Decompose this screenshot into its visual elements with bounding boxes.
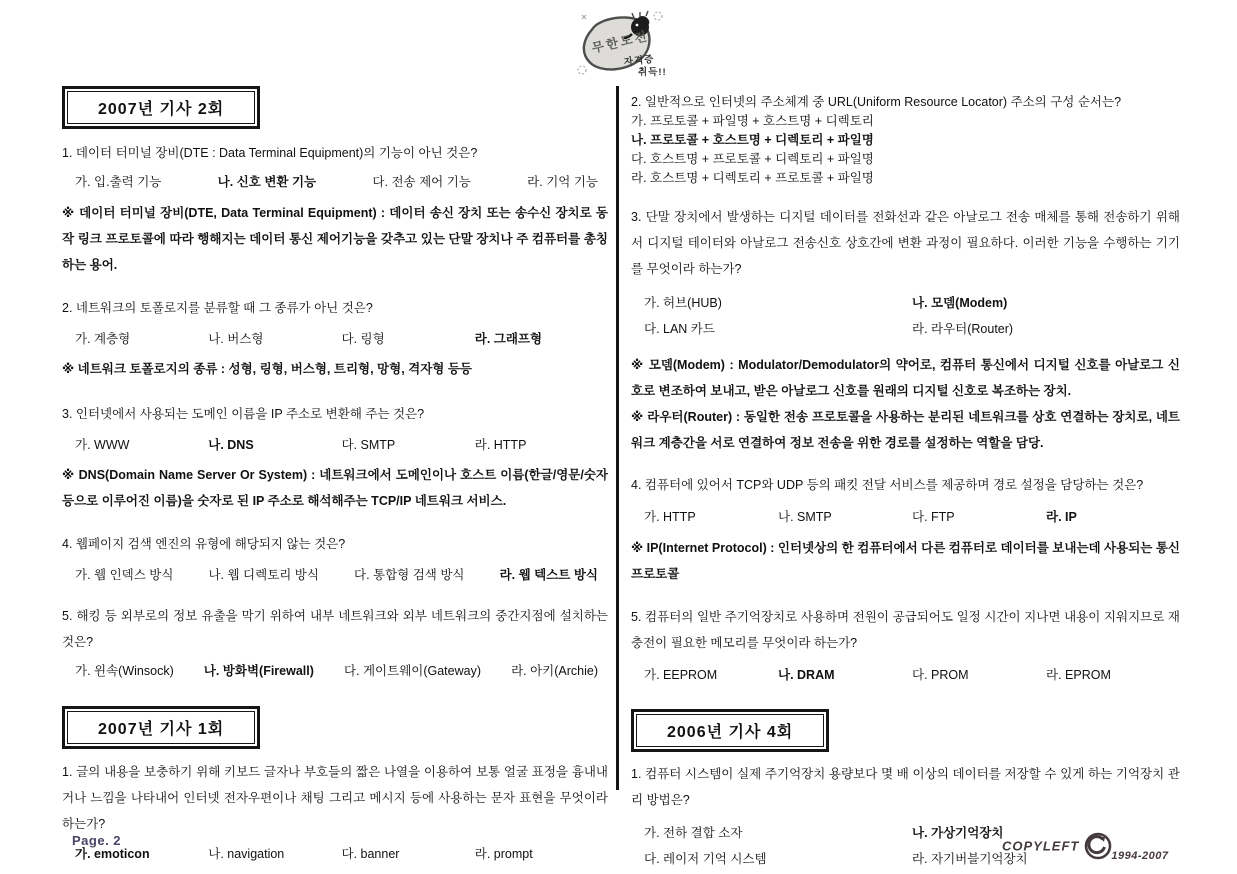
- answer-note: ※ 네트워크 토폴로지의 종류 : 성형, 링형, 버스형, 트리형, 망형, 격자형 등등: [62, 362, 472, 376]
- options-list: [631, 112, 1180, 188]
- option: 다. PROM: [912, 668, 969, 682]
- option: 라. prompt: [474, 847, 533, 861]
- option: 나. 가상기억장치: [912, 826, 1004, 840]
- option: 나. 프로토콜 + 호스트명 + 디렉토리 + 파일명: [631, 133, 874, 147]
- options-row: [631, 666, 1180, 684]
- option: 다. LAN 카드: [644, 322, 715, 336]
- copyleft-years: 1994-2007: [1111, 850, 1169, 863]
- options-row: [62, 436, 608, 454]
- answer-note: ※ 모뎀(Modem) : Modulator/Demodulator의 약어로, 컴퓨터 통신에서 디지털 신호를 아날로그 신호로 변조하여 보내고, 받은 아날로그 신호를 원래의 디지털 신호로 복조하는 장치.: [631, 358, 1180, 398]
- section-title: 2007년 기사 2회: [67, 91, 255, 124]
- option: 라. 웹 텍스트 방식: [499, 568, 598, 582]
- question-text: 1. 글의 내용을 보충하기 위해 키보드 글자나 부호들의 짧은 나열을 이용하여 보통 얼굴 표정을 흉내내거나 느낌을 나타내어 인터넷 전자우편이나 채팅 그리고 메시지 등에 사용하는 문자 표현을 무엇이라 하는가?: [62, 765, 608, 831]
- option: 가. emoticon: [75, 847, 150, 861]
- copyleft-mark: [1002, 831, 1182, 861]
- question-text: 5. 컴퓨터의 일반 주기억장치로 사용하며 전원이 공급되어도 일정 시간이 지나면 내용이 지워지므로 재충전이 필요한 메모리를 무엇이라 하는가?: [631, 610, 1180, 650]
- option: 나. 웹 디렉토리 방식: [208, 568, 319, 582]
- copyleft-label: COPYLEFT: [1002, 838, 1080, 854]
- option: 가. HTTP: [644, 510, 696, 524]
- option: 다. 호스트명 + 프로토콜 + 디렉토리 + 파일명: [631, 152, 874, 166]
- question-text: 4. 웹페이지 검색 엔진의 유형에 해당되지 않는 것은?: [62, 537, 346, 551]
- question-text: 2. 네트워크의 토폴로지를 분류할 때 그 종류가 아닌 것은?: [62, 301, 373, 315]
- option: 가. 전하 결합 소자: [644, 826, 743, 840]
- answer-note: ※ IP(Internet Protocol) : 인터넷상의 한 컴퓨터에서 다른 컴퓨터로 데이터를 보내는데 사용되는 통신 프로토콜: [631, 541, 1180, 581]
- option: 다. FTP: [912, 510, 955, 524]
- option: 나. 모뎀(Modem): [912, 296, 1008, 310]
- option: 다. 링형: [341, 332, 385, 346]
- option: 다. 게이트웨이(Gateway): [343, 664, 482, 678]
- options-row: [62, 845, 608, 863]
- mascot-subtitle-1: 자격증: [623, 53, 655, 69]
- section-title-box-2007-1: [62, 706, 260, 749]
- option: 가. WWW: [75, 438, 130, 452]
- section-title: 2006년 기사 4회: [636, 714, 824, 747]
- question-text: 4. 컴퓨터에 있어서 TCP와 UDP 등의 패킷 전달 서비스를 제공하며 경로 설정을 담당하는 것은?: [631, 478, 1144, 492]
- question-text: 1. 데이터 터미널 장비(DTE : Data Terminal Equipment)의 기능이 아닌 것은?: [62, 146, 478, 160]
- page-number: Page. 2: [72, 833, 122, 848]
- option: 다. 통합형 검색 방식: [354, 568, 465, 582]
- option: 라. 기억 기능: [527, 175, 598, 189]
- option: 다. banner: [341, 847, 400, 861]
- option: 가. 웹 인덱스 방식: [75, 568, 174, 582]
- option: 나. DNS: [208, 438, 254, 452]
- options-row: [62, 173, 608, 191]
- options-row: [62, 662, 608, 680]
- section-title: 2007년 기사 1회: [67, 711, 255, 744]
- option: 라. 그래프형: [474, 332, 543, 346]
- option: 라. 아키(Archie): [511, 664, 598, 678]
- column-divider: [616, 86, 619, 790]
- option: 나. 방화벽(Firewall): [203, 664, 314, 678]
- option: 다. 레이저 기억 시스템: [644, 852, 767, 866]
- option: 나. navigation: [208, 847, 285, 861]
- option: 라. IP: [1046, 510, 1077, 524]
- section-title-box-2007-2: [62, 86, 260, 129]
- options-grid: [631, 294, 1180, 338]
- answer-note: ※ 라우터(Router) : 동일한 전송 프로토콜을 사용하는 분리된 네트워크를 상호 연결하는 장치로, 네트워크 계층간을 서로 연결하여 정보 전송을 위한 경로를 설정하는 역할을 담당.: [631, 410, 1180, 450]
- option: 나. 신호 변환 기능: [217, 175, 317, 189]
- option: 가. 프로토콜 + 파일명 + 호스트명 + 디렉토리: [631, 114, 874, 128]
- question-text: 3. 인터넷에서 사용되는 도메인 이름을 IP 주소로 변환해 주는 것은?: [62, 407, 425, 421]
- option: 다. SMTP: [341, 438, 396, 452]
- question-text: 2. 일반적으로 인터넷의 주소체계 중 URL(Uniform Resource Locator) 주소의 구성 순서는?: [631, 95, 1122, 109]
- mascot-subtitle-2: 취득!!: [638, 67, 667, 78]
- right-column: [631, 92, 1180, 868]
- question-text: 3. 단말 장치에서 발생하는 디지털 데이터를 전화선과 같은 아날로그 전송 매체를 통해 전송하기 위해서 디지털 테이터와 아날로그 전송신호 상호간에 변환 과정이 필요하다. 이러한 기능을 수행하는 기기를 무엇이라 하는가?: [631, 210, 1180, 276]
- option: 나. SMTP: [778, 510, 832, 524]
- option: 라. 자기버블기억장치: [912, 852, 1028, 866]
- answer-note: ※ DNS(Domain Name Server Or System) : 네트워크에서 도메인이나 호스트 이름(한글/영문/숫자 등으로 이루어진 이름)을 숫자로 된 IP 주소로 해석해주는 TCP/IP 네트워크 서비스.: [62, 468, 608, 508]
- options-row: [631, 508, 1180, 526]
- option: 나. DRAM: [778, 668, 835, 682]
- option: 가. 허브(HUB): [644, 296, 722, 310]
- option: 가. 계층형: [75, 332, 131, 346]
- option: 가. 윈속(Winsock): [75, 664, 174, 678]
- question-text: 5. 해킹 등 외부로의 정보 유출을 막기 위하여 내부 네트워크와 외부 네트워크의 중간지점에 설치하는 것은?: [62, 609, 608, 649]
- answer-note: ※ 데이터 터미널 장비(DTE, Data Terminal Equipment) : 데이터 송신 장치 또는 송수신 장치로 동작 링크 프로토콜에 따라 행해지는 데이터 통신 제어기능을 갖추고 있는 단말 장치나 주 컴퓨터를 총칭하는 용어.: [62, 206, 608, 272]
- options-row: [62, 566, 608, 584]
- option: 라. 라우터(Router): [912, 322, 1014, 336]
- option: 가. EEPROM: [644, 668, 718, 682]
- options-row: [62, 330, 608, 348]
- option: 다. 전송 제어 기능: [372, 175, 471, 189]
- option: 라. HTTP: [474, 438, 527, 452]
- mascot-illustration: [568, 6, 672, 82]
- mascot-title: 무한도전: [590, 28, 651, 56]
- copyleft-icon: [1083, 831, 1113, 861]
- left-column: [62, 86, 608, 863]
- section-title-box-2006-4: [631, 709, 829, 752]
- option: 라. 호스트명 + 디렉토리 + 프로토콜 + 파일명: [631, 171, 874, 185]
- option: 가. 입.출력 기능: [75, 175, 162, 189]
- mascot-logo: [568, 6, 672, 87]
- question-text: 1. 컴퓨터 시스템이 실제 주기억장치 용량보다 몇 배 이상의 데이터를 저장할 수 있게 하는 기억장치 관리 방법은?: [631, 767, 1180, 807]
- option: 라. EPROM: [1046, 668, 1111, 682]
- option: 나. 버스형: [208, 332, 264, 346]
